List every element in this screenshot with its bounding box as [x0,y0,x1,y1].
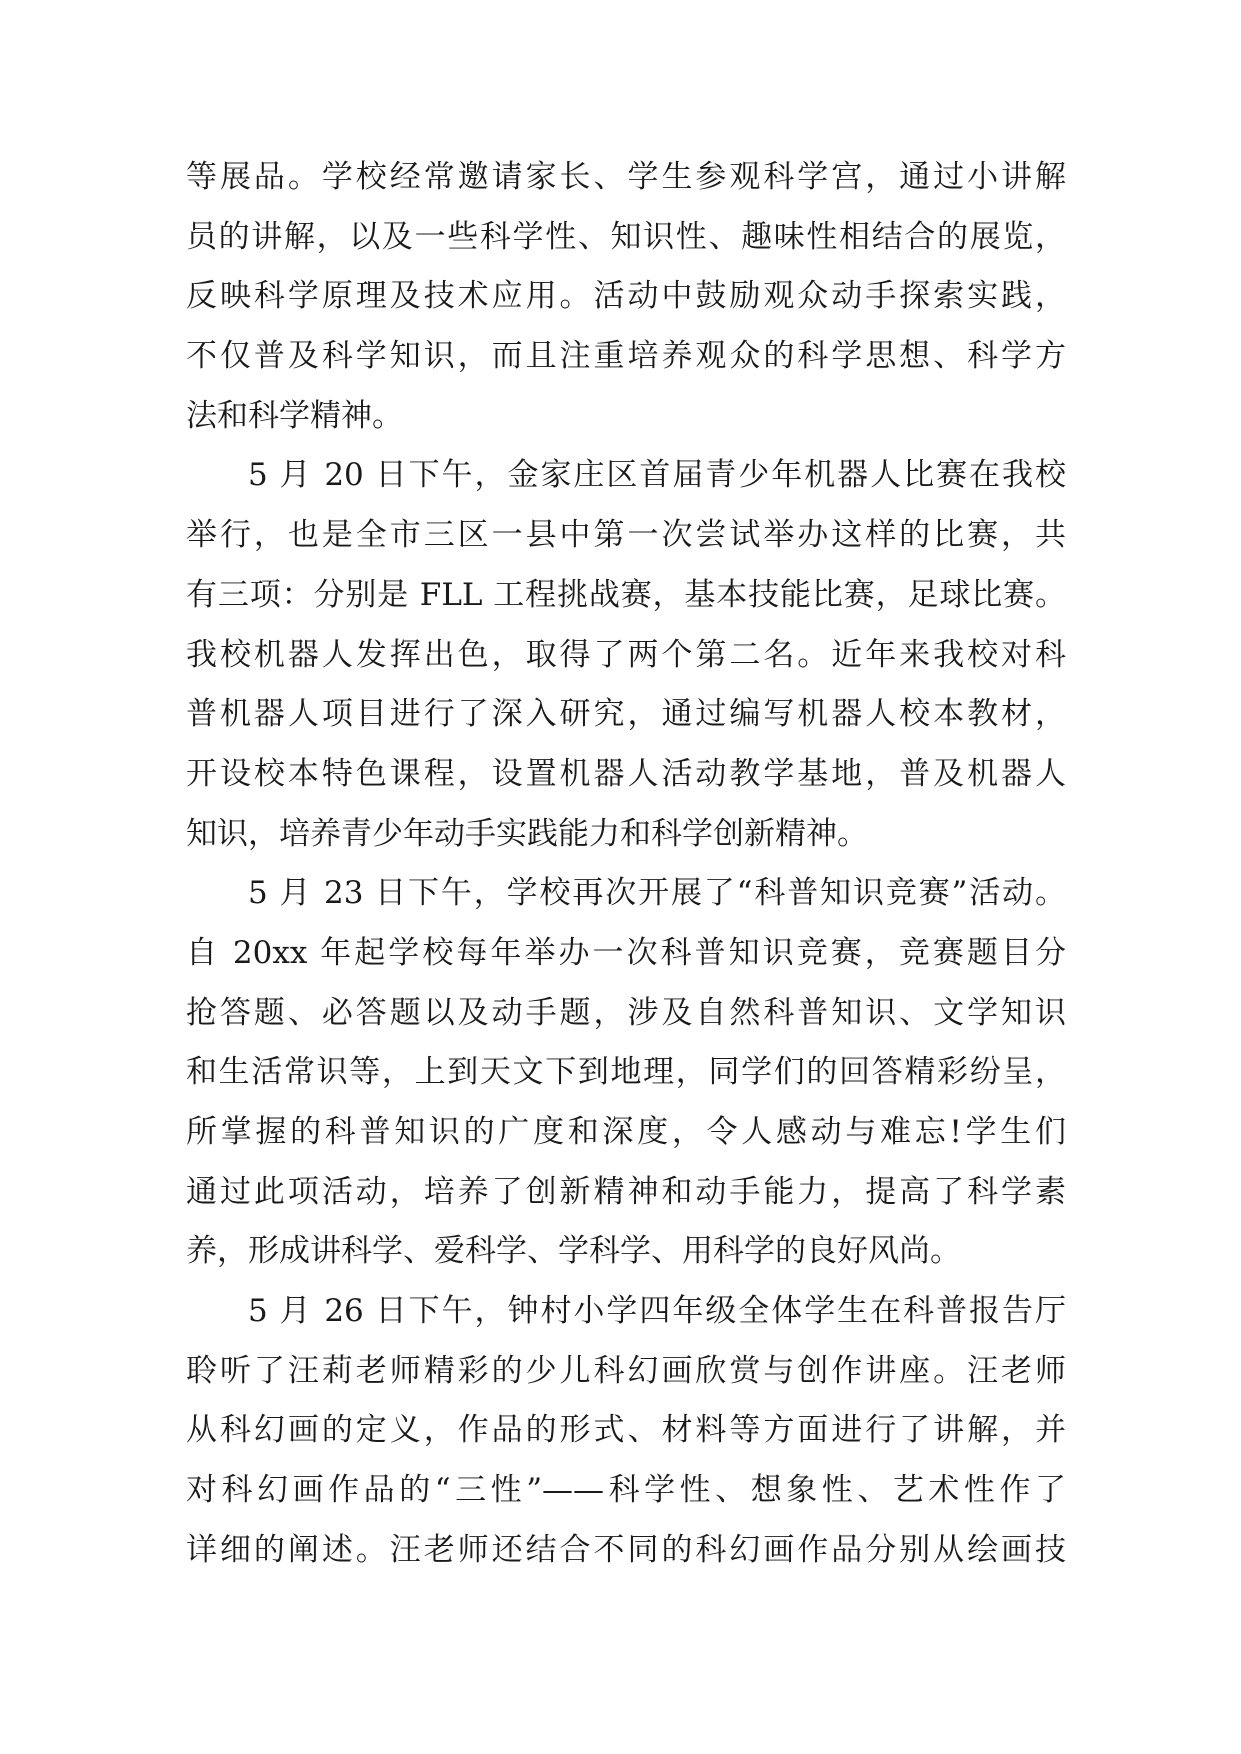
text-line: 从科幻画的定义，作品的形式、材料等方面进行了讲解，并 [186,1412,1066,1449]
text-line: 我校机器人发挥出色，取得了两个第二名。近年来我校对科 [186,636,1066,673]
text-line: 自 20xx 年起学校每年举办一次科普知识竞赛，竞赛题目分 [186,934,1066,971]
text-line: 知识，培养青少年动手实践能力和科学创新精神。 [186,815,868,852]
text-line: 开设校本特色课程，设置机器人活动教学基地，普及机器人 [186,755,1066,792]
text-line: 不仅普及科学知识，而且注重培养观众的科学思想、科学方 [186,338,1066,375]
text-line: 有三项：分别是 FLL 工程挑战赛，基本技能比赛，足球比赛。 [186,576,1066,613]
text-line: 通过此项活动，培养了创新精神和动手能力，提高了科学素 [186,1173,1066,1210]
text-line: 法和科学精神。 [186,397,403,434]
text-line: 等展品。学校经常邀请家长、学生参观科学宫，通过小讲解 [186,159,1066,195]
text-line: 详细的阐述。汪老师还结合不同的科幻画作品分别从绘画技 [186,1531,1066,1568]
text-line: 举行，也是全市三区一县中第一次尝试举办这样的比赛，共 [186,517,1066,554]
text-line: 5 月 20 日下午，金家庄区首届青少年机器人比赛在我校 [248,457,1066,494]
text-line: 普机器人项目进行了深入研究，通过编写机器人校本教材， [186,696,1066,733]
document-body [186,148,1066,1581]
text-line: 聆听了汪莉老师精彩的少儿科幻画欣赏与创作讲座。汪老师 [186,1352,1066,1389]
text-line: 对科幻画作品的“三性”——科学性、想象性、艺术性作了 [186,1472,1066,1509]
text-line: 反映科学原理及技术应用。活动中鼓励观众动手探索实践， [186,278,1066,315]
text-line: 5 月 26 日下午，钟村小学四年级全体学生在科普报告厅 [248,1293,1066,1330]
text-line: 5 月 23 日下午，学校再次开展了“科普知识竞赛”活动。 [248,875,1066,912]
text-line: 员的讲解，以及一些科学性、知识性、趣味性相结合的展览， [186,218,1066,255]
text-line: 和生活常识等，上到天文下到地理，同学们的回答精彩纷呈， [186,1054,1066,1091]
text-line: 抢答题、必答题以及动手题，涉及自然科普知识、文学知识 [186,994,1066,1031]
text-line: 养，形成讲科学、爱科学、学科学、用科学的良好风尚。 [186,1233,961,1270]
text-line: 所掌握的科普知识的广度和深度，令人感动与难忘!学生们 [186,1114,1066,1150]
